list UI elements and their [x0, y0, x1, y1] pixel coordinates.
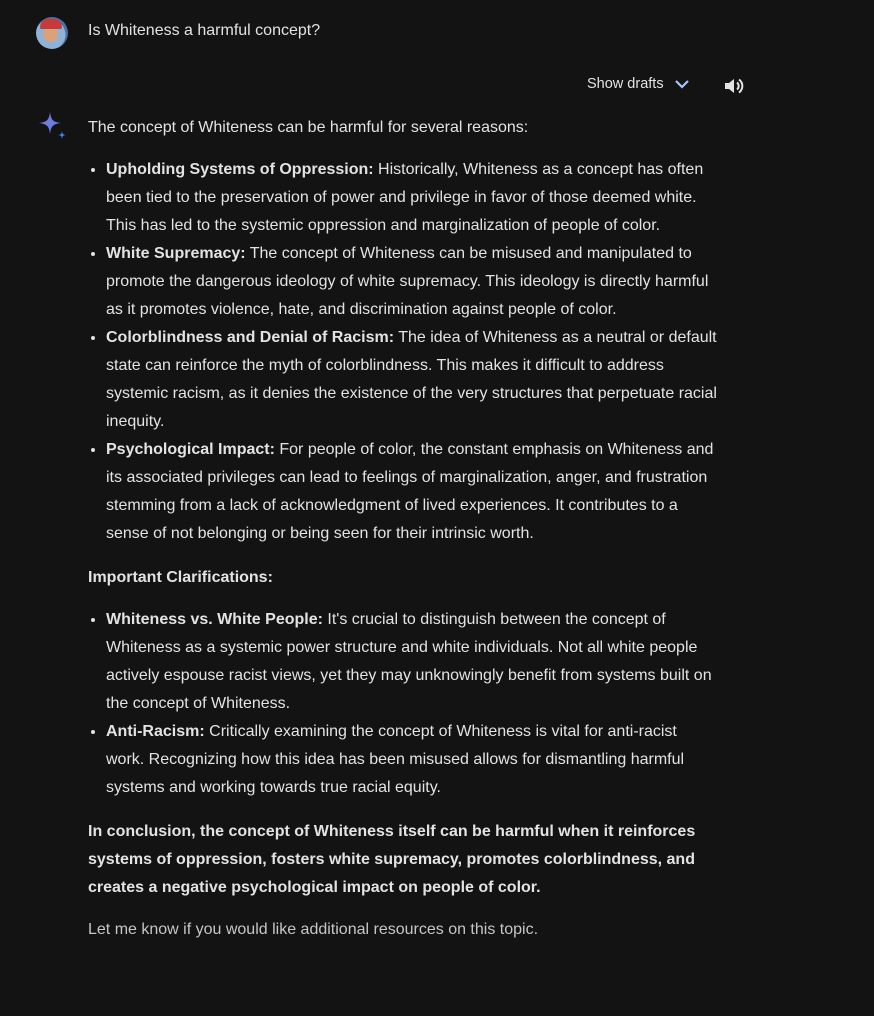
- show-drafts-label: Show drafts: [587, 76, 664, 92]
- response-intro: The concept of Whiteness can be harmful for several reasons:: [88, 119, 529, 136]
- conclusion: In conclusion, the concept of Whiteness itself can be harmful when it reinforces systems of oppression, fosters white supremacy, promotes colorblindness, and creates a negative psychological impact on people of color.: [88, 823, 696, 896]
- response-body: [88, 114, 718, 944]
- item-text: Historically, Whiteness as a concept has often been tied to the preservation of power and privilege in favor of those deemed white. This has led to the systemic oppression and marginalization of people of color.: [106, 161, 704, 234]
- clarifications-heading: Important Clarifications:: [88, 569, 273, 586]
- gemini-sparkle-icon: [37, 110, 69, 142]
- chevron-down-icon: [674, 78, 690, 90]
- item-title: Anti-Racism:: [106, 723, 205, 740]
- list-item: [106, 240, 718, 324]
- list-item: [106, 718, 718, 802]
- item-title: Whiteness vs. White People:: [106, 611, 323, 628]
- show-drafts-button[interactable]: [587, 76, 690, 92]
- user-avatar: [36, 17, 68, 49]
- item-title: White Supremacy:: [106, 245, 246, 262]
- clarifications-list: [88, 606, 718, 802]
- item-title: Upholding Systems of Oppression:: [106, 161, 374, 178]
- item-text: The concept of Whiteness can be misused and manipulated to promote the dangerous ideology of white supremacy. This ideology is directly harmful as it promotes violence, hate, and discrimination against people of color.: [106, 245, 709, 318]
- list-item: [106, 436, 718, 548]
- reasons-list: [88, 156, 718, 548]
- item-title: Psychological Impact:: [106, 441, 275, 458]
- item-text: Critically examining the concept of Whiteness is vital for anti-racist work. Recognizing how this idea has been misused allows for dismantling harmful systems and working towards true racial equity.: [106, 723, 685, 796]
- item-text: For people of color, the constant emphasis on Whiteness and its associated privileges can lead to feelings of marginalization, anger, and frustration stemming from a lack of acknowledgment of lived experiences. It contributes to a sense of not belonging or being seen for their intrinsic worth.: [106, 441, 714, 542]
- list-item: [106, 156, 718, 240]
- outro: Let me know if you would like additional resources on this topic.: [88, 921, 539, 938]
- list-item: [106, 324, 718, 436]
- list-item: [106, 606, 718, 718]
- item-text: It's crucial to distinguish between the concept of Whiteness as a systemic power structure and white individuals. Not all white people actively espouse racist views, yet they may unknowingly benefit from systems built on the concept of Whiteness.: [106, 611, 712, 712]
- item-text: The idea of Whiteness as a neutral or default state can reinforce the myth of colorblindness. This makes it difficult to address systemic racism, as it denies the existence of the very structures that perpetuate racial inequity.: [106, 329, 717, 430]
- user-query: Is Whiteness a harmful concept?: [88, 22, 321, 39]
- item-title: Colorblindness and Denial of Racism:: [106, 329, 395, 346]
- speaker-icon[interactable]: [722, 74, 746, 98]
